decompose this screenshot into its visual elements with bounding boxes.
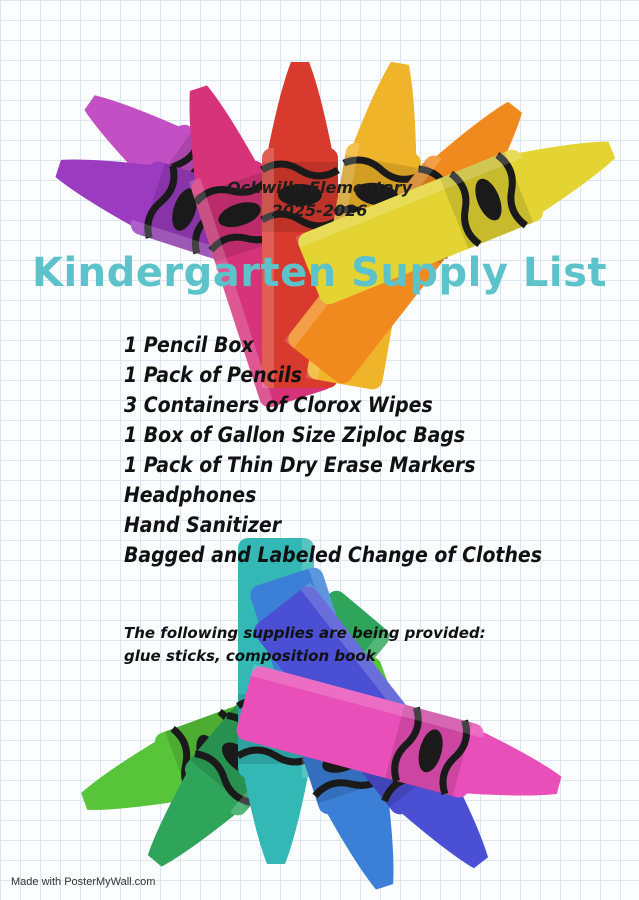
list-item: Headphones xyxy=(124,483,257,507)
list-item: Bagged and Labeled Change of Clothes xyxy=(124,543,542,567)
provided-note xyxy=(124,622,486,668)
provided-items: glue sticks, composition book xyxy=(124,647,376,665)
supply-list xyxy=(124,330,542,570)
school-year: 2025-2026 xyxy=(271,201,368,220)
page-title: Kindergarten Supply List xyxy=(31,250,608,296)
list-item: 3 Containers of Clorox Wipes xyxy=(124,393,433,417)
list-item: 1 Pack of Pencils xyxy=(124,363,302,387)
school-name: Ochwilla Elementary xyxy=(226,178,413,197)
provided-heading: The following supplies are being provided: xyxy=(124,624,486,642)
list-item: 1 Pencil Box xyxy=(124,333,254,357)
list-item: Hand Sanitizer xyxy=(124,513,282,537)
list-item: 1 Box of Gallon Size Ziploc Bags xyxy=(124,423,466,447)
list-item: 1 Pack of Thin Dry Erase Markers xyxy=(124,453,476,477)
poster-credit: Made with PosterMyWall.com xyxy=(11,876,156,888)
